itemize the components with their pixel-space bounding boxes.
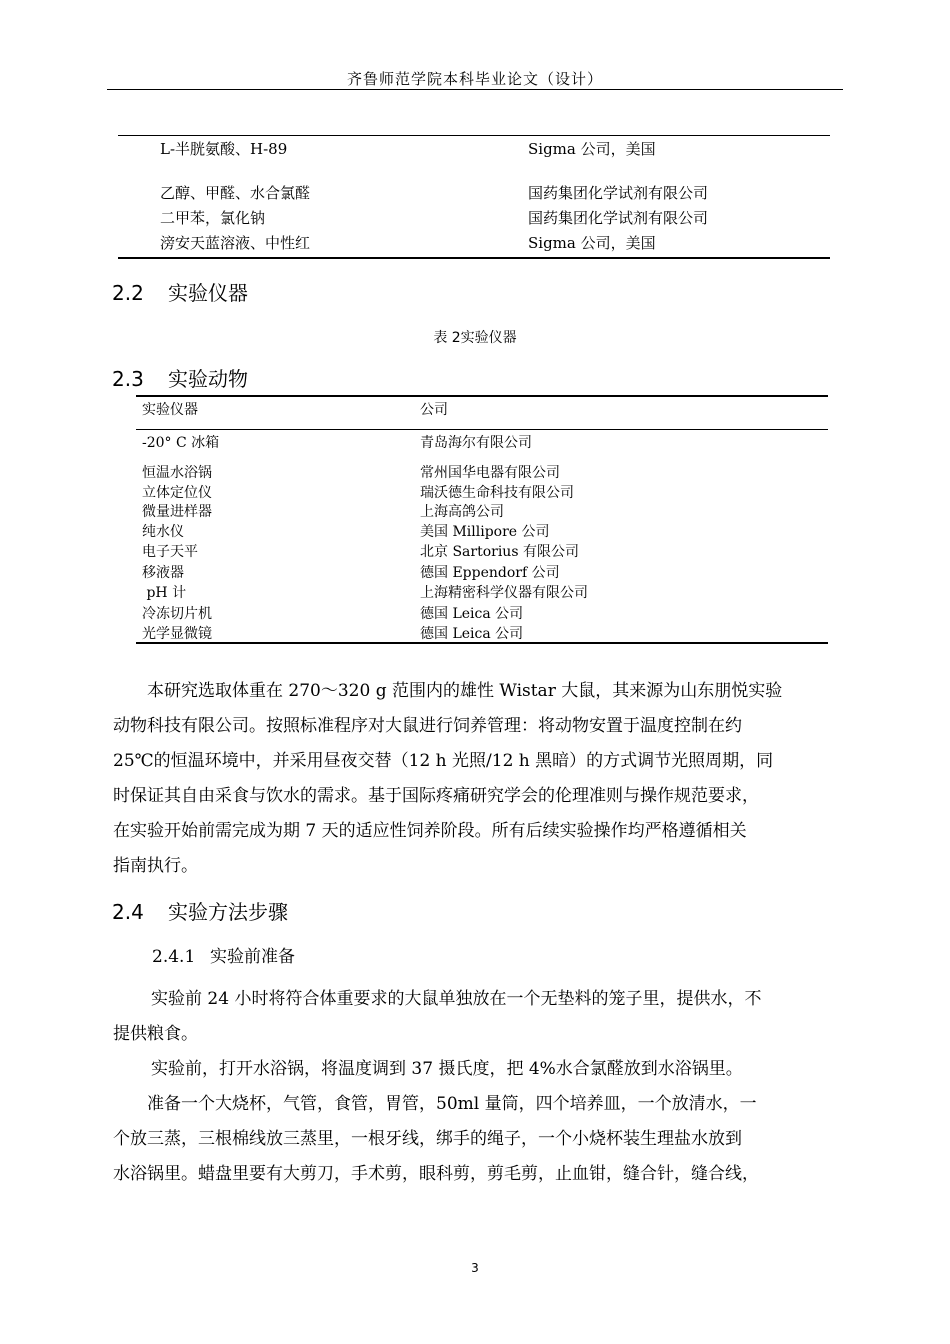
instrument-table-header-rule (136, 429, 828, 430)
section-title: 实验仪器 (168, 281, 248, 305)
paragraph-line: 本研究选取体重在 270～320 g 范围内的雄性 Wistar 大鼠，其来源为山东朋悦实验 (147, 681, 783, 701)
instrument-company: 瑞沃德生命科技有限公司 (420, 485, 574, 501)
instrument-table-top-rule (136, 395, 828, 397)
instrument-table-header-company: 公司 (420, 402, 448, 418)
subsection-title: 实验前准备 (210, 947, 295, 967)
paragraph-line: 时保证其自由采食与饮水的需求。基于国际疼痛研究学会的伦理准则与操作规范要求， (113, 786, 759, 806)
instrument-name: pH 计 (142, 585, 187, 601)
instrument-name: 纯水仪 (142, 524, 184, 540)
header-rule (107, 89, 843, 90)
reagent-name: 滂安天蓝溶液、中性红 (160, 234, 311, 252)
reagent-name: L-半胱氨酸、H-89 (160, 140, 288, 158)
reagent-company: 国药集团化学试剂有限公司 (528, 209, 709, 227)
paragraph-line: 水浴锅里。蜡盘里要有大剪刀，手术剪，眼科剪，剪毛剪，止血钳，缝合针，缝合线， (113, 1164, 759, 1184)
instrument-company: 青岛海尔有限公司 (420, 435, 532, 451)
section-number: 2.2 (112, 281, 144, 305)
page-header-title: 齐鲁师范学院本科毕业论文（设计） (346, 70, 603, 88)
instrument-company: 上海高鸽公司 (420, 504, 504, 520)
section-title: 实验动物 (168, 367, 248, 391)
paragraph-line: 准备一个大烧杯，气管，食管，胃管，50ml 量筒，四个培养皿，一个放清水，一 (147, 1094, 757, 1114)
page-number: 3 (471, 1261, 479, 1275)
paragraph-line: 动物科技有限公司。按照标准程序对大鼠进行饲养管理：将动物安置于温度控制在约 (113, 716, 742, 736)
instrument-name: 微量进样器 (142, 504, 212, 520)
reagent-table-bottom-rule (118, 257, 830, 259)
paragraph-line: 提供粮食。 (113, 1024, 198, 1044)
instrument-name: 光学显微镜 (142, 626, 212, 642)
subsection-number: 2.4.1 (152, 947, 196, 967)
reagent-name: 二甲苯，氯化钠 (160, 209, 266, 227)
instrument-name: 冷冻切片机 (142, 606, 212, 622)
paragraph-preparation (113, 982, 761, 1192)
instrument-company: 北京 Sartorius 有限公司 (420, 544, 579, 560)
instrument-company: 美国 Millipore 公司 (420, 524, 550, 540)
paragraph-line: 25℃的恒温环境中，并采用昼夜交替（12 h 光照/12 h 黑暗）的方式调节光照周期，同 (113, 751, 774, 771)
reagent-company: 国药集团化学试剂有限公司 (528, 184, 709, 202)
instrument-table-header-name: 实验仪器 (142, 402, 198, 418)
section-heading-2-2 (112, 277, 248, 306)
instrument-name: -20° C 冰箱 (142, 435, 220, 451)
paragraph-line: 个放三蒸，三根棉线放三蒸里，一根牙线，绑手的绳子，一个小烧杯装生理盐水放到 (113, 1129, 742, 1149)
reagent-company: Sigma 公司，美国 (528, 140, 656, 158)
reagent-company: Sigma 公司，美国 (528, 234, 656, 252)
instrument-name: 移液器 (142, 565, 184, 581)
section-number: 2.3 (112, 367, 144, 391)
section-title: 实验方法步骤 (168, 900, 288, 924)
paragraph-line: 指南执行。 (113, 856, 198, 876)
instrument-company: 常州国华电器有限公司 (420, 465, 560, 481)
section-number: 2.4 (112, 900, 144, 924)
table-caption: 表 2实验仪器 (433, 330, 517, 346)
paragraph-animals (113, 674, 782, 884)
instrument-name: 恒温水浴锅 (142, 465, 212, 481)
paragraph-line: 实验前，打开水浴锅，将温度调到 37 摄氏度，把 4%水合氯醛放到水浴锅里。 (151, 1059, 743, 1079)
instrument-company: 德国 Eppendorf 公司 (420, 565, 560, 581)
paragraph-line: 在实验开始前需完成为期 7 天的适应性饲养阶段。所有后续实验操作均严格遵循相关 (113, 821, 747, 841)
section-heading-2-3 (112, 363, 248, 392)
instrument-company: 德国 Leica 公司 (420, 626, 524, 642)
instrument-name: 电子天平 (142, 544, 198, 560)
instrument-company: 上海精密科学仪器有限公司 (420, 585, 588, 601)
instrument-name: 立体定位仪 (142, 485, 212, 501)
reagent-name: 乙醇、甲醛、水合氯醛 (160, 184, 311, 202)
paragraph-line: 实验前 24 小时将符合体重要求的大鼠单独放在一个无垫料的笼子里，提供水，不 (151, 989, 762, 1009)
section-heading-2-4 (112, 896, 288, 925)
reagent-table-top-rule (118, 135, 830, 136)
instrument-company: 德国 Leica 公司 (420, 606, 524, 622)
subsection-heading-2-4-1 (152, 942, 295, 967)
instrument-table-bottom-rule (136, 642, 828, 644)
